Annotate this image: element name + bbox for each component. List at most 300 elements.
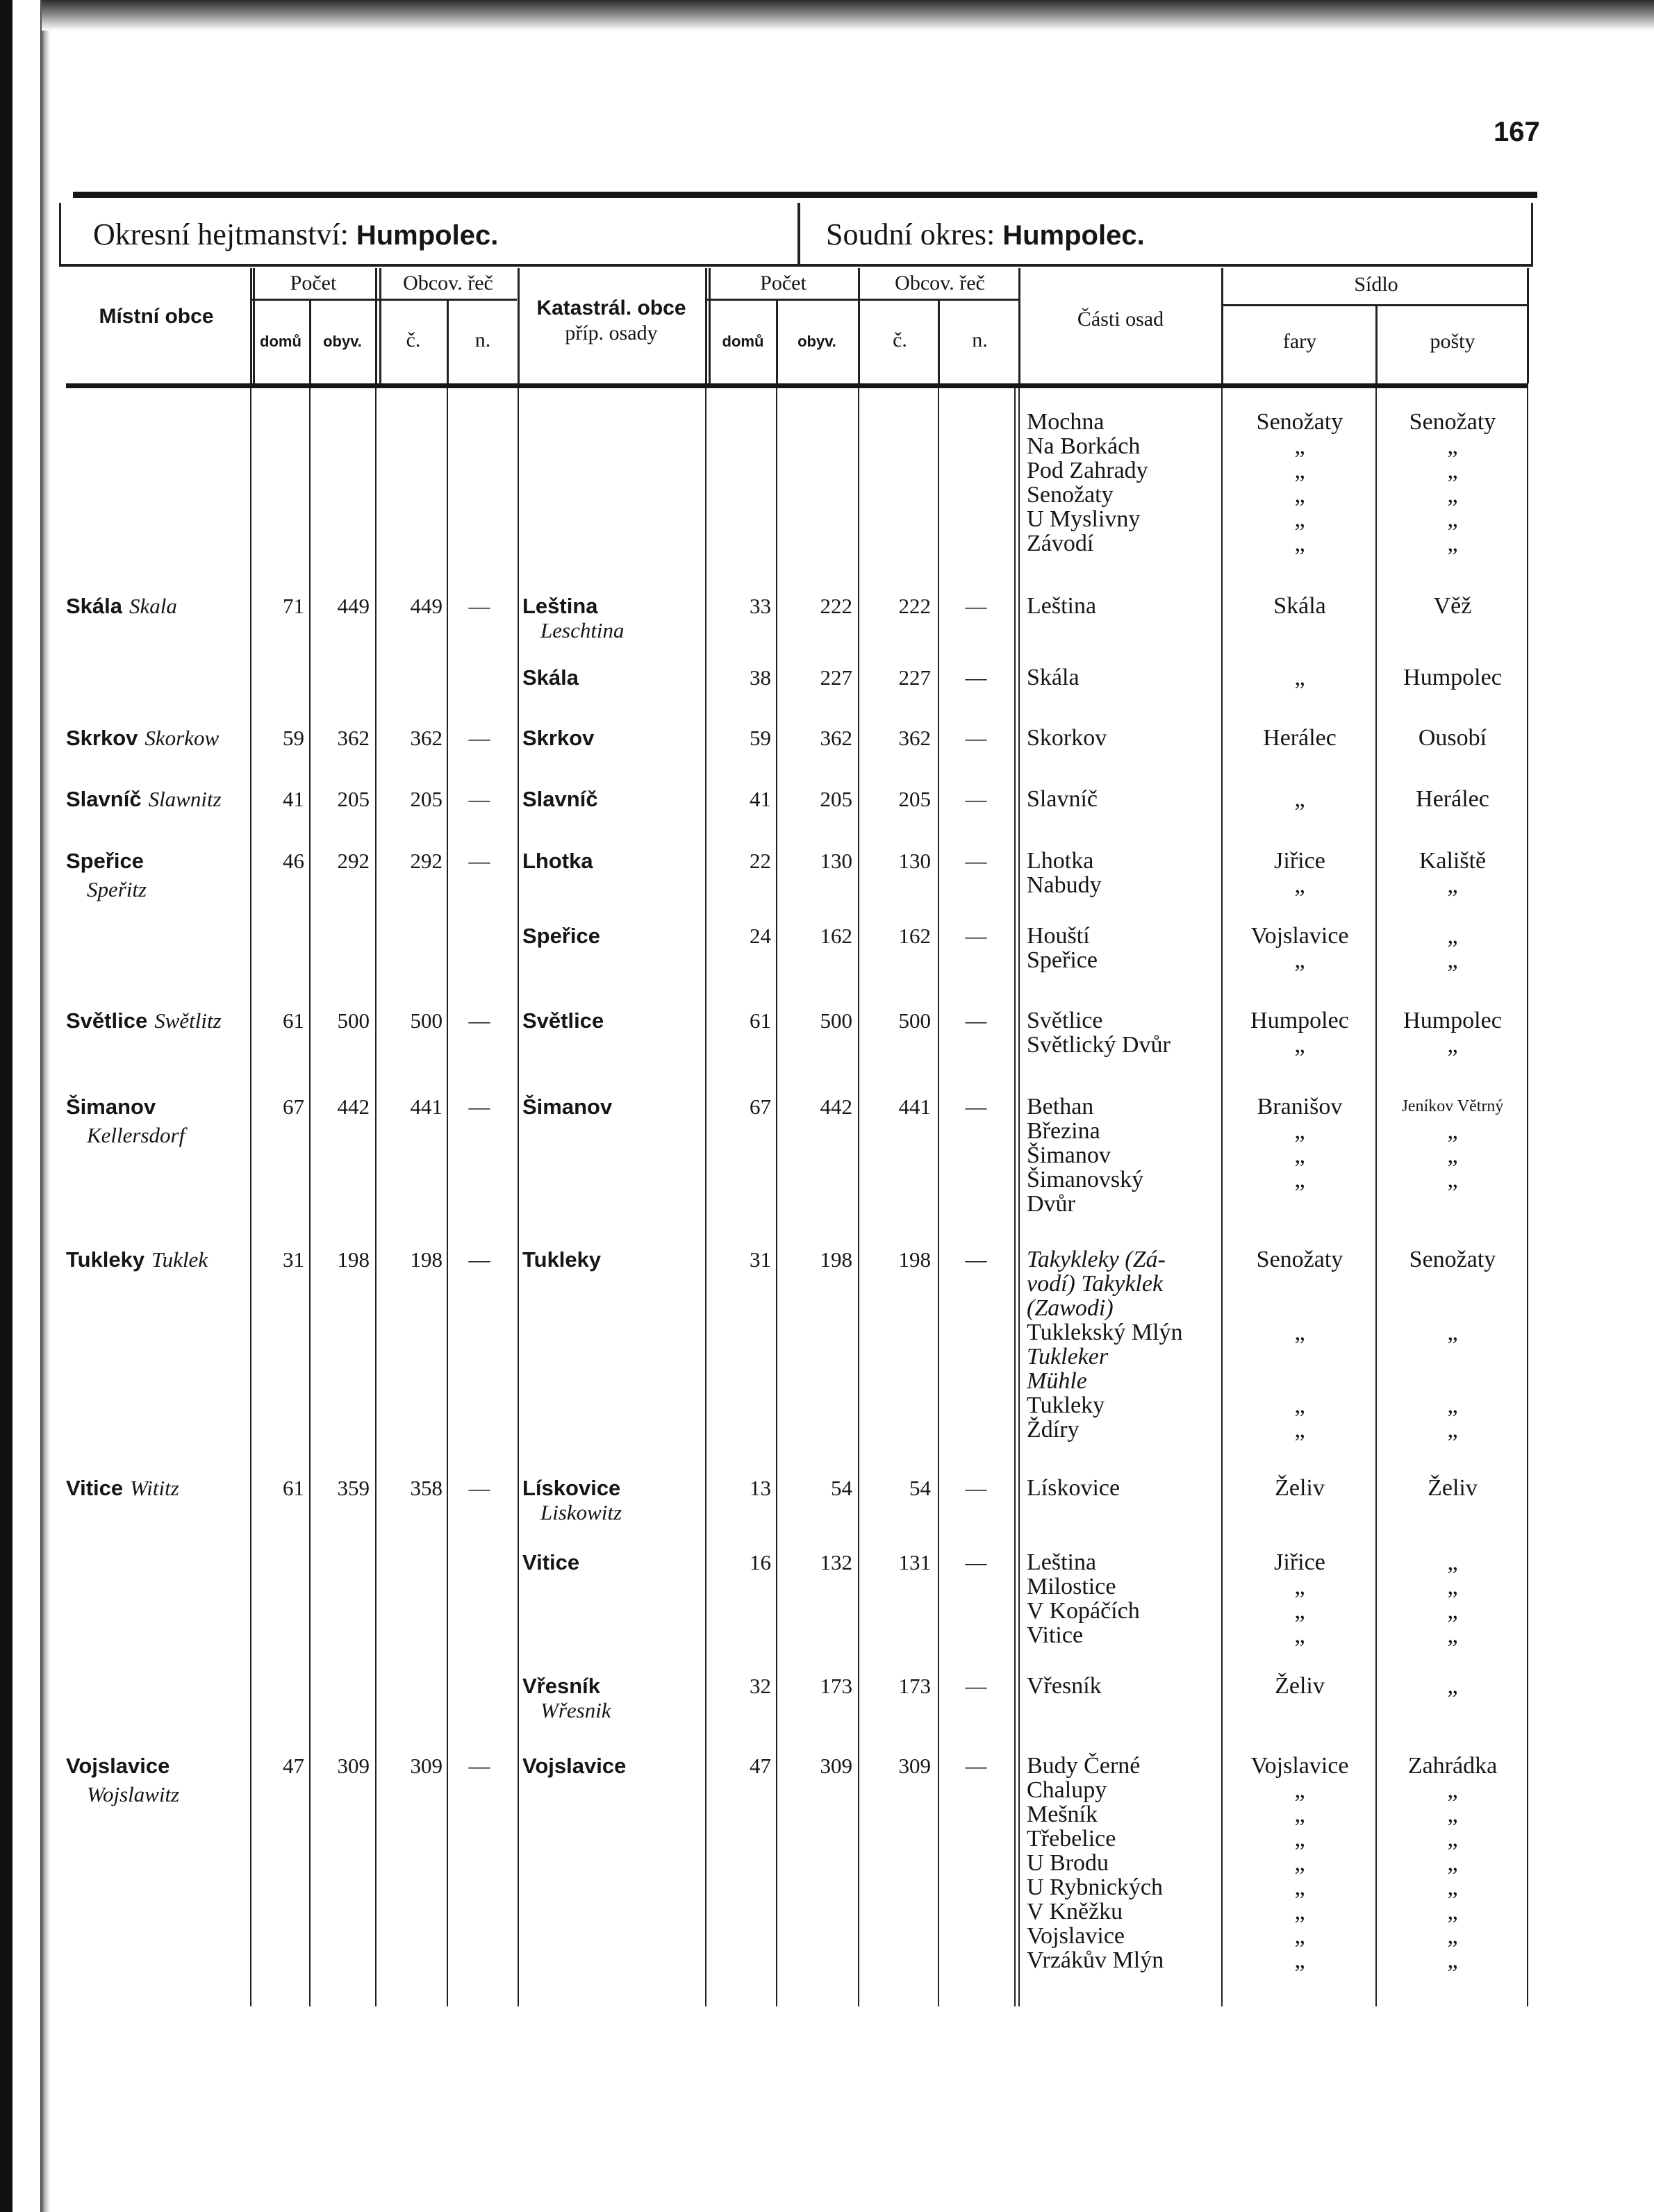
settlement-part: Vitice <box>1027 1622 1084 1648</box>
cadastral-name <box>522 1476 622 1524</box>
district-value: Humpolec. <box>356 220 499 251</box>
settlement-part: Šimanovský <box>1027 1167 1144 1192</box>
cadastral-houses: 31 <box>750 1247 771 1272</box>
cadastral-name <box>522 594 625 642</box>
settlement-part: U Myslivny <box>1027 506 1141 532</box>
post-entry: Herálec <box>1416 786 1489 812</box>
post-entry: Senožaty <box>1409 409 1496 435</box>
settlement-part: Třebelice <box>1027 1826 1116 1852</box>
municipality-czech: Skála <box>66 594 123 618</box>
post-entry: „ <box>1447 947 1458 973</box>
parish-entry: „ <box>1294 1417 1305 1442</box>
parish-entry: „ <box>1294 1320 1305 1345</box>
parish-entry: „ <box>1294 1622 1305 1648</box>
cadastral-name <box>522 924 600 948</box>
german-count: — <box>468 787 490 811</box>
post-entry: „ <box>1447 923 1458 949</box>
czech-count: 358 <box>410 1476 443 1500</box>
cadastral-inhabitants: 54 <box>831 1476 852 1500</box>
parish-entry: „ <box>1294 1574 1305 1599</box>
cadastral-inhabitants: 130 <box>820 849 852 873</box>
parish-entry: „ <box>1294 1118 1305 1144</box>
post-office <box>1377 410 1528 556</box>
settlement-part: Takykleky (Zá- <box>1027 1247 1166 1272</box>
cadastral-inhabitants: 227 <box>820 665 852 690</box>
col-houses-2: domů <box>722 333 764 350</box>
parish-entry: „ <box>1294 665 1305 690</box>
settlement-parts <box>1027 726 1107 750</box>
parish-entry: Senožaty <box>1256 409 1343 435</box>
cadastral-houses: 32 <box>750 1674 771 1698</box>
settlement-parts <box>1027 1550 1140 1647</box>
parish-entry: Jiřice <box>1274 848 1325 874</box>
houses-count: 71 <box>283 594 304 618</box>
post-office <box>1377 1550 1528 1647</box>
parish-entry: „ <box>1294 506 1305 532</box>
cadastral-inhabitants: 205 <box>820 787 852 811</box>
cadastral-houses: 38 <box>750 665 771 690</box>
parish-entry <box>1224 1272 1375 1296</box>
post-office <box>1377 726 1528 750</box>
cadastral-name <box>522 1674 611 1722</box>
col-inhabitants-2: obyv. <box>797 333 836 350</box>
inhabitants-count: 500 <box>337 1008 370 1033</box>
parish-entry: Želiv <box>1275 1673 1325 1699</box>
czech-count: 198 <box>410 1247 443 1272</box>
cadastral-german: — <box>965 1476 987 1500</box>
cadastral-german: Liskowitz <box>540 1500 622 1524</box>
cadastral-german: — <box>965 1095 987 1119</box>
houses-count: 31 <box>283 1247 304 1272</box>
german-count: — <box>468 1247 490 1272</box>
settlement-part: Mochna <box>1027 409 1105 435</box>
post-entry: „ <box>1447 1167 1458 1192</box>
post-entry: Humpolec <box>1403 665 1502 690</box>
post-entry: „ <box>1447 1850 1458 1876</box>
settlement-part: Speřice <box>1027 947 1098 973</box>
houses-count: 61 <box>283 1476 304 1500</box>
post-entry: Želiv <box>1428 1475 1478 1501</box>
settlement-parts <box>1027 924 1098 972</box>
post-entry: Věž <box>1433 593 1472 619</box>
settlement-part: Tukleker <box>1027 1344 1109 1370</box>
col-houses: domů <box>260 333 301 350</box>
post-entry: „ <box>1447 482 1458 508</box>
parish-entry: „ <box>1294 458 1305 483</box>
cadastral-inhabitants: 198 <box>820 1247 852 1272</box>
post-entry <box>1377 1296 1528 1320</box>
cadastral-czech: Skála <box>522 665 579 690</box>
german-count: — <box>468 726 490 750</box>
col-cadastral: Katastrál. obce <box>536 297 686 319</box>
post-entry: Zahrádka <box>1407 1753 1498 1779</box>
cadastral-czech: Slavníč <box>522 787 598 811</box>
settlement-part: Vrzákův Mlýn <box>1027 1947 1164 1973</box>
german-count: — <box>468 1095 490 1119</box>
inhabitants-count: 309 <box>337 1754 370 1778</box>
czech-count: 362 <box>410 726 443 750</box>
settlement-part: Tuklekský Mlýn <box>1027 1320 1183 1345</box>
post-entry: Senožaty <box>1409 1247 1496 1272</box>
cadastral-czech: Vitice <box>522 1550 580 1574</box>
german-count: — <box>468 1476 490 1500</box>
cadastral-german: — <box>965 849 987 873</box>
settlement-part: vodí) Takyklek <box>1027 1271 1164 1297</box>
czech-count: 449 <box>410 594 443 618</box>
cadastral-german: — <box>965 726 987 750</box>
parish-seat <box>1224 1095 1375 1216</box>
settlement-part: Na Borkách <box>1027 433 1141 459</box>
post-entry: Humpolec <box>1403 1008 1502 1033</box>
cadastral-inhabitants: 362 <box>820 726 852 750</box>
cadastral-name <box>522 1008 604 1033</box>
parish-entry: Humpolec <box>1250 1008 1349 1033</box>
parish-seat <box>1224 1754 1375 1972</box>
cadastral-name <box>522 726 594 750</box>
municipality-german: Slawnitz <box>148 787 222 811</box>
settlement-part: V Kněžku <box>1027 1899 1123 1924</box>
cadastral-czech: 309 <box>898 1754 931 1778</box>
cadastral-czech: Vřesník <box>522 1674 601 1698</box>
post-entry: „ <box>1447 1826 1458 1852</box>
court-label: Soudní okres: <box>826 217 995 251</box>
parish-entry: Jiřice <box>1274 1549 1325 1575</box>
post-entry <box>1377 1369 1528 1393</box>
parish-entry: „ <box>1294 1802 1305 1827</box>
parish-entry: „ <box>1294 1142 1305 1168</box>
cadastral-czech: 162 <box>898 924 931 948</box>
settlement-part: Březina <box>1027 1118 1100 1144</box>
parish-entry: Vojslavice <box>1250 1753 1349 1779</box>
post-office <box>1377 1247 1528 1442</box>
municipality-name <box>66 1008 222 1037</box>
houses-count: 59 <box>283 726 304 750</box>
parish-entry: „ <box>1294 1850 1305 1876</box>
settlement-part: Skorkov <box>1027 725 1107 751</box>
parish-seat <box>1224 665 1375 690</box>
parish-entry: „ <box>1294 786 1305 812</box>
post-office <box>1377 665 1528 690</box>
col-inhabitants: obyv. <box>323 333 362 350</box>
post-entry: „ <box>1447 1392 1458 1418</box>
municipality-german: Wojslawitz <box>87 1782 180 1806</box>
cadastral-inhabitants: 132 <box>820 1550 852 1574</box>
settlement-part: Tukleky <box>1027 1392 1105 1418</box>
cadastral-czech: 441 <box>898 1095 931 1119</box>
cadastral-inhabitants: 500 <box>820 1008 852 1033</box>
parish-entry: „ <box>1294 1598 1305 1624</box>
parish-seat <box>1224 849 1375 897</box>
cadastral-czech: 500 <box>898 1008 931 1033</box>
cadastral-houses: 33 <box>750 594 771 618</box>
municipality-name <box>66 1476 179 1504</box>
cadastral-german: Leschtina <box>540 618 625 642</box>
settlement-part: Mühle <box>1027 1368 1087 1394</box>
cadastral-name <box>522 1550 579 1574</box>
col-seat: Sídlo <box>1354 273 1398 296</box>
settlement-parts <box>1027 1754 1164 1972</box>
czech-count: 441 <box>410 1095 443 1119</box>
post-entry: „ <box>1447 1320 1458 1345</box>
german-count: — <box>468 1008 490 1033</box>
parish-entry: Branišov <box>1257 1094 1343 1120</box>
cadastral-houses: 47 <box>750 1754 771 1778</box>
cadastral-czech: Leština <box>522 594 598 618</box>
cadastral-german: — <box>965 787 987 811</box>
col-german-2: n. <box>972 329 988 351</box>
inhabitants-count: 205 <box>337 787 370 811</box>
czech-count: 309 <box>410 1754 443 1778</box>
post-entry: „ <box>1447 1142 1458 1168</box>
post-entry: Jeníkov Větrný <box>1401 1097 1504 1115</box>
cadastral-name <box>522 665 579 690</box>
cadastral-inhabitants: 222 <box>820 594 852 618</box>
cadastral-czech: 173 <box>898 1674 931 1698</box>
settlement-part: U Brodu <box>1027 1850 1109 1876</box>
cadastral-czech: Speřice <box>522 924 601 948</box>
parish-seat <box>1224 924 1375 972</box>
col-count-2: Počet <box>760 272 807 294</box>
houses-count: 46 <box>283 849 304 873</box>
cadastral-houses: 22 <box>750 849 771 873</box>
post-entry: „ <box>1447 433 1458 459</box>
municipality-czech: Světlice <box>66 1008 148 1033</box>
settlement-parts <box>1027 849 1102 897</box>
cadastral-german: — <box>965 1008 987 1033</box>
parish-seat <box>1224 1476 1375 1500</box>
municipality-name <box>66 1754 179 1806</box>
inhabitants-count: 362 <box>337 726 370 750</box>
settlement-part: Dvůr <box>1027 1191 1075 1217</box>
czech-count: 205 <box>410 787 443 811</box>
settlement-part: Houští <box>1027 923 1090 949</box>
municipality-german: Wititz <box>130 1476 179 1500</box>
settlement-part: Lhotka <box>1027 848 1094 874</box>
parish-seat <box>1224 1550 1375 1647</box>
inhabitants-count: 442 <box>337 1095 370 1119</box>
settlement-part: Vojslavice <box>1027 1923 1125 1949</box>
cadastral-name <box>522 849 593 873</box>
cadastral-name <box>522 1247 601 1272</box>
settlement-parts <box>1027 594 1096 618</box>
parish-entry: „ <box>1294 1899 1305 1924</box>
parish-seat <box>1224 410 1375 556</box>
cadastral-czech: 205 <box>898 787 931 811</box>
municipality-german: Skorkow <box>144 726 220 750</box>
post-entry: „ <box>1447 1673 1458 1699</box>
post-office <box>1377 924 1528 972</box>
cadastral-czech: 198 <box>898 1247 931 1272</box>
parish-entry: „ <box>1294 1826 1305 1852</box>
parish-entry: „ <box>1294 1392 1305 1418</box>
settlement-parts <box>1027 665 1080 690</box>
cadastral-german: Wřesnik <box>540 1698 611 1722</box>
settlement-part: Leština <box>1027 593 1097 619</box>
post-entry <box>1377 1192 1528 1216</box>
col-municipality: Místní obce <box>99 305 214 328</box>
parish-entry: „ <box>1294 1777 1305 1803</box>
cadastral-czech: Lhotka <box>522 849 593 873</box>
settlement-parts <box>1027 1476 1120 1500</box>
cadastral-german: — <box>965 1754 987 1778</box>
settlement-part: Senožaty <box>1027 482 1114 508</box>
settlement-part: Vřesník <box>1027 1673 1102 1699</box>
post-office <box>1377 787 1528 811</box>
col-german: n. <box>474 329 491 351</box>
post-entry: „ <box>1447 1874 1458 1900</box>
municipality-name <box>66 1095 185 1147</box>
settlement-parts <box>1027 1095 1143 1216</box>
settlement-part: Světlice <box>1027 1008 1103 1033</box>
parish-entry <box>1224 1369 1375 1393</box>
cadastral-german: — <box>965 1550 987 1574</box>
cadastral-houses: 13 <box>750 1476 771 1500</box>
col-language: Obcov. řeč <box>403 272 493 294</box>
settlement-part: Budy Černé <box>1027 1753 1141 1779</box>
settlement-part: Skála <box>1027 665 1080 690</box>
post-entry: „ <box>1447 531 1458 556</box>
page-number: 167 <box>1494 117 1540 147</box>
col-parish: fary <box>1282 330 1317 353</box>
cadastral-houses: 41 <box>750 787 771 811</box>
col-czech: č. <box>406 329 421 351</box>
cadastral-name <box>522 1095 612 1119</box>
district-label: Okresní hejtmanství: <box>93 217 349 251</box>
parish-entry: „ <box>1294 872 1305 898</box>
post-entry: „ <box>1447 1417 1458 1442</box>
settlement-part: Leština <box>1027 1549 1097 1575</box>
settlement-part: Nabudy <box>1027 872 1102 898</box>
parish-entry: Senožaty <box>1256 1247 1343 1272</box>
inhabitants-count: 359 <box>337 1476 370 1500</box>
cadastral-name <box>522 1754 626 1778</box>
cadastral-german: — <box>965 665 987 690</box>
col-language-2: Obcov. řeč <box>895 272 985 294</box>
municipality-czech: Tukleky <box>66 1247 145 1272</box>
post-entry: „ <box>1447 1574 1458 1599</box>
parish-seat <box>1224 1674 1375 1698</box>
post-entry: „ <box>1447 1923 1458 1949</box>
post-entry: „ <box>1447 872 1458 898</box>
cadastral-german: — <box>965 1247 987 1272</box>
parish-entry: „ <box>1294 1032 1305 1058</box>
parish-entry: „ <box>1294 1923 1305 1949</box>
settlement-part: Lískovice <box>1027 1475 1120 1501</box>
inhabitants-count: 449 <box>337 594 370 618</box>
post-office <box>1377 1476 1528 1500</box>
municipality-name <box>66 849 147 901</box>
cadastral-czech: Lískovice <box>522 1476 621 1500</box>
cadastral-czech: 130 <box>898 849 931 873</box>
court-value: Humpolec. <box>1002 220 1145 251</box>
cadastral-german: — <box>965 594 987 618</box>
parish-seat <box>1224 787 1375 811</box>
post-entry: „ <box>1447 1802 1458 1827</box>
parish-entry: „ <box>1294 947 1305 973</box>
settlement-part: (Zawodi) <box>1027 1295 1114 1321</box>
german-count: — <box>468 849 490 873</box>
houses-count: 67 <box>283 1095 304 1119</box>
post-entry: „ <box>1447 506 1458 532</box>
municipality-german: Swětlitz <box>154 1008 222 1033</box>
col-parts: Části osad <box>1077 308 1164 331</box>
german-count: — <box>468 594 490 618</box>
cadastral-houses: 59 <box>750 726 771 750</box>
houses-count: 41 <box>283 787 304 811</box>
cadastral-houses: 16 <box>750 1550 771 1574</box>
cadastral-houses: 24 <box>750 924 771 948</box>
col-post: pošty <box>1430 330 1475 353</box>
parish-entry: „ <box>1294 1167 1305 1192</box>
post-office <box>1377 849 1528 897</box>
post-entry: Ousobí <box>1418 725 1487 751</box>
cadastral-german: — <box>965 924 987 948</box>
settlement-parts <box>1027 1674 1102 1698</box>
settlement-part: Mešník <box>1027 1802 1098 1827</box>
settlement-part: Slavníč <box>1027 786 1098 812</box>
settlement-part: U Rybnických <box>1027 1874 1163 1900</box>
parish-seat <box>1224 594 1375 618</box>
post-entry: „ <box>1447 1598 1458 1624</box>
settlement-part: Ždíry <box>1027 1417 1080 1442</box>
cadastral-czech: Vojslavice <box>522 1754 627 1778</box>
post-entry <box>1377 1345 1528 1369</box>
cadastral-czech: 131 <box>898 1550 931 1574</box>
parish-entry: „ <box>1294 482 1305 508</box>
municipality-czech: Vitice <box>66 1476 124 1500</box>
post-entry: „ <box>1447 458 1458 483</box>
municipality-name <box>66 594 177 622</box>
cadastral-czech: Skrkov <box>522 726 595 750</box>
parish-entry: „ <box>1294 1947 1305 1973</box>
municipality-czech: Slavníč <box>66 787 142 811</box>
parish-entry: „ <box>1294 433 1305 459</box>
post-office <box>1377 1008 1528 1057</box>
inhabitants-count: 198 <box>337 1247 370 1272</box>
post-entry: „ <box>1447 1777 1458 1803</box>
parish-entry: „ <box>1294 531 1305 556</box>
municipality-german: Tuklek <box>151 1247 208 1272</box>
municipality-name <box>66 1247 208 1276</box>
settlement-part: Světlický Dvůr <box>1027 1032 1171 1058</box>
parish-entry: Herálec <box>1263 725 1337 751</box>
cadastral-inhabitants: 173 <box>820 1674 852 1698</box>
municipality-german: Skala <box>129 594 177 618</box>
cadastral-german: — <box>965 1674 987 1698</box>
municipality-czech: Skrkov <box>66 726 138 750</box>
cadastral-inhabitants: 309 <box>820 1754 852 1778</box>
cadastral-houses: 67 <box>750 1095 771 1119</box>
post-entry: „ <box>1447 1947 1458 1973</box>
cadastral-czech: 227 <box>898 665 931 690</box>
col-czech-2: č. <box>893 329 907 351</box>
cadastral-name <box>522 787 598 811</box>
cadastral-czech: Tukleky <box>522 1247 602 1272</box>
houses-count: 61 <box>283 1008 304 1033</box>
settlement-parts <box>1027 410 1148 556</box>
post-office <box>1377 1674 1528 1698</box>
post-entry: „ <box>1447 1118 1458 1144</box>
cadastral-inhabitants: 442 <box>820 1095 852 1119</box>
settlement-part: V Kopáčích <box>1027 1598 1140 1624</box>
czech-count: 292 <box>410 849 443 873</box>
post-office <box>1377 594 1528 618</box>
settlement-part: Milostice <box>1027 1574 1116 1599</box>
col-count: Počet <box>290 272 337 294</box>
parish-entry <box>1224 1345 1375 1369</box>
settlement-part: Pod Zahrady <box>1027 458 1148 483</box>
post-office <box>1377 1095 1528 1216</box>
